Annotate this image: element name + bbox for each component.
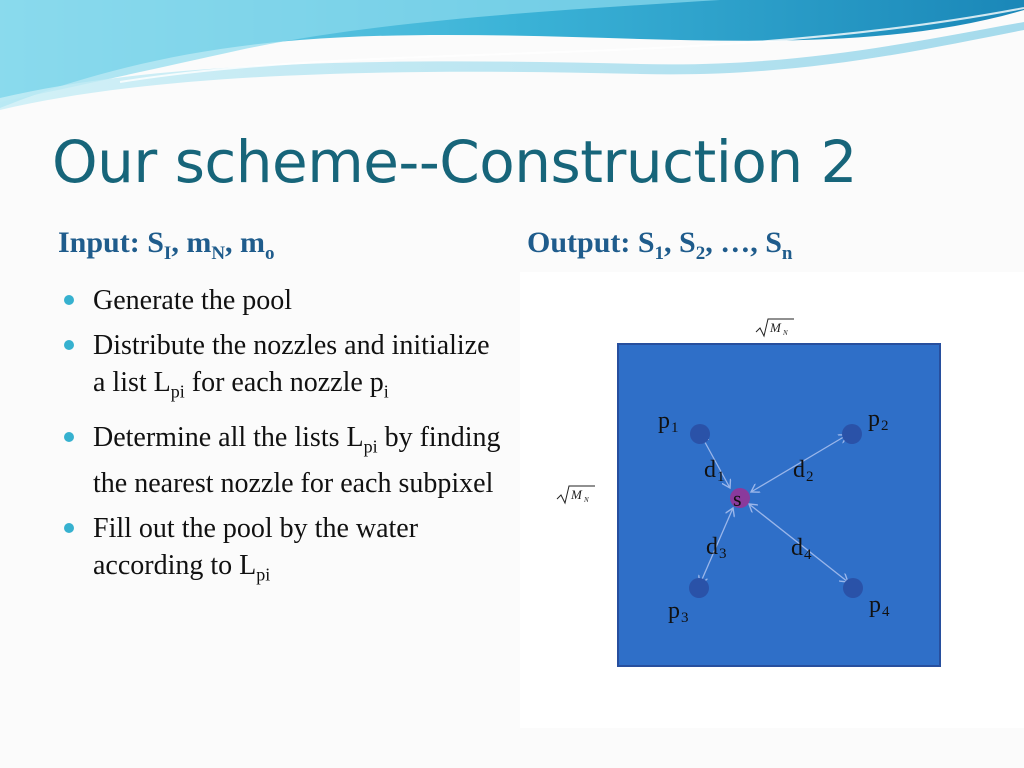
input-m2-sub: o: [265, 243, 275, 264]
output-s2: S: [679, 226, 696, 259]
bullet-sub: pi: [170, 381, 185, 402]
bullet-dot-icon: [64, 295, 74, 305]
output-label: Output:: [527, 226, 631, 259]
nozzle-label-p4: p: [869, 592, 881, 618]
output-s1-sub: 1: [654, 243, 665, 264]
bullet-text: Determine all the lists L: [93, 421, 364, 453]
bullet-item: [62, 510, 502, 594]
bullet-tail: for each nozzle p: [184, 367, 384, 398]
distance-sub-d2: 2: [806, 469, 814, 485]
top-side-label: [756, 319, 794, 337]
top-side-label-text: M: [770, 320, 781, 335]
input-heading: [58, 226, 275, 265]
nozzle-label-p3: p: [668, 598, 680, 624]
distance-label-d4: d: [791, 535, 803, 561]
input-m: m: [186, 226, 212, 259]
output-sn: S: [765, 226, 782, 259]
distance-sub-d4: 4: [804, 547, 812, 563]
left-side-label: [557, 486, 595, 504]
output-s1: S: [637, 226, 655, 259]
output-s2-sub: 2: [695, 243, 706, 264]
input-m2: m: [240, 226, 266, 259]
bullet-item: [62, 282, 502, 319]
input-sep-2: ,: [225, 226, 241, 259]
pool-rectangle: [618, 344, 940, 666]
header-wave-decoration: [0, 0, 1024, 120]
nozzle-p4: [843, 578, 863, 598]
bullet-tail-sub: i: [383, 381, 389, 402]
bullet-text: Fill out the pool by the water according to L: [93, 513, 419, 582]
left-side-label-sub: N: [584, 496, 589, 504]
input-s-sub: I: [163, 243, 172, 264]
nozzle-pool-diagram: [520, 272, 1024, 728]
bullet-dot-icon: [64, 432, 74, 442]
nozzle-sub-p1: 1: [671, 420, 679, 436]
distance-label-d2: d: [793, 457, 805, 483]
distance-label-d3: d: [706, 534, 718, 560]
nozzle-label-p1: p: [658, 408, 670, 434]
bullet-text: Generate the pool: [93, 285, 293, 316]
distance-sub-d3: 3: [719, 546, 727, 562]
bullet-sub: pi: [256, 564, 271, 585]
bullet-item: [62, 419, 502, 503]
slide-title: Our scheme--Construction 2: [52, 128, 857, 196]
distance-sub-d1: 1: [717, 469, 725, 485]
output-sep-2: , …,: [705, 226, 766, 259]
bullet-dot-icon: [64, 340, 74, 350]
top-side-label-sub: N: [783, 329, 788, 337]
bullet-tail: by finding the nearest nozzle for each subpixel: [93, 421, 501, 500]
nozzle-sub-p2: 2: [881, 418, 889, 434]
nozzle-p3: [689, 578, 709, 598]
nozzle-p2: [842, 424, 862, 444]
output-heading: [527, 226, 793, 265]
bullet-sub: pi: [363, 436, 378, 457]
nozzle-sub-p4: 4: [882, 604, 890, 620]
nozzle-p1: [690, 424, 710, 444]
nozzle-label-p2: p: [868, 406, 880, 432]
input-m-sub: N: [211, 243, 226, 264]
output-sep-1: ,: [664, 226, 680, 259]
input-sep-1: ,: [171, 226, 187, 259]
bullet-dot-icon: [64, 523, 74, 533]
input-s: S: [147, 226, 164, 259]
input-label: Input:: [58, 226, 140, 259]
nozzle-sub-p3: 3: [681, 610, 689, 626]
bullet-list: [62, 282, 502, 602]
bullet-text: Distribute the nozzles and initialize a list L: [93, 330, 490, 398]
distance-label-d1: d: [704, 457, 716, 483]
subpixel-label: s: [733, 486, 742, 511]
left-side-label-text: M: [571, 487, 582, 502]
output-sn-sub: n: [781, 243, 793, 264]
bullet-item: [62, 327, 502, 411]
